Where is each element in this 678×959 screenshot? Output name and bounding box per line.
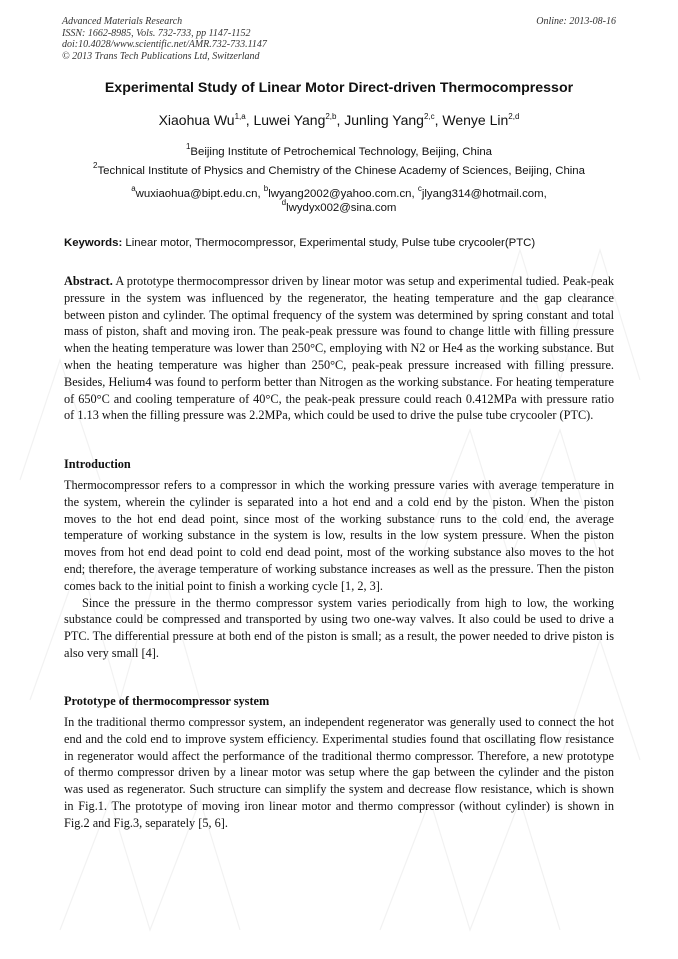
abstract-label: Abstract. [64, 274, 113, 288]
author-name: Junling Yang [344, 112, 424, 128]
email-link[interactable]: lwydyx002@sina.com [286, 202, 397, 214]
author-name: Luwei Yang [253, 112, 326, 128]
introduction-heading: Introduction [64, 457, 131, 471]
author-sup: 2,d [508, 112, 520, 121]
paragraph: In the traditional thermo compressor system, an independent regenerator was generally used to connect the hot end and the cold end to improve system efficiency. Experimental studies found that oscillating flow resistance in regenerator would affect the performance of the traditional thermo compressor. Therefore, a new prototype of thermo compressor driven by a linear motor was setup where the gap between the cylinder and the piston was used as regenerator. Such structure can simplify the system and decrease flow resistance, which is shown in Fig.1. The prototype of moving iron linear motor and thermo compressor (without cylinder) is shown in Fig.2 and Fig.3, separately [5, 6]. [64, 715, 614, 830]
copyright-line: © 2013 Trans Tech Publications Ltd, Switzerland [62, 50, 260, 62]
issn-line: ISSN: 1662-8985, Vols. 732-733, pp 1147-1152 [62, 27, 251, 39]
introduction-body [64, 477, 614, 662]
author-list: Xiaohua Wu$^{1,a}$, Luwei Yang$^{2,b}$, Junling Yang$^{2,c}$, Wenye Lin$^{2,d}$ [158, 112, 520, 128]
paragraph: Since the pressure in the thermo compressor system varies periodically from high to low, the working substance could be compressed and transported by using two one-way valves. It also could be used to drive a PTC. The differential pressure at both end of the piston is small; as a result, the power needed to drive piston is also very small [4]. [64, 595, 614, 660]
affiliation-text: Technical Institute of Physics and Chemistry of the Chinese Academy of Sciences, Beijing, China [97, 165, 585, 177]
prototype-body [64, 714, 614, 832]
author-sup: 2,b [325, 112, 337, 121]
doi-line: doi:10.4028/www.scientific.net/AMR.732-733.1147 [62, 39, 267, 51]
affiliation-sup: 2 [93, 161, 98, 170]
affiliation-2 [40, 161, 638, 177]
paragraph: Thermocompressor refers to a compressor in which the working pressure varies with average temperature in the system, wherein the cylinder is separated into a hot end and a cold end by the piston. When the piston moves to the hot end dead point, since most of the working substance runs to the cold end, the average temperature of working substance in the system is low, results in the low system pressure. When the piston moves from hot end dead point to cold end dead point, most of the working substance also moves to the hot end; therefore, the average temperature of working substance increases as well as the pressure. Then the piston comes back to the initial point to finish a working cycle [1, 2, 3]. [64, 478, 614, 593]
email-link[interactable]: lwyang2002@yahoo.com.cn [268, 188, 412, 200]
abstract-text: A prototype thermocompressor driven by linear motor was setup and experimental tudied. Peak-peak pressure in the system was influenced by the regenerator, the heating temperature and the gap clearance between piston and cylinder. The optimal frequency of the system was determined by spring constant and total mass of piston, shaft and moving iron. The peak-peak pressure was found to change little with filling pressure when the heating temperature was lower than 250°C, employing with N2 or He4 as the working substance. But when the heating temperature was higher than 250°C, peak-peak pressure increased with filling pressure. Besides, Helium4 was found to perform better than Nitrogen as the working substance. For heating temperature of 650°C and cooling temperature of 40°C, the peak-peak pressure could reach 0.412MPa with pressure ratio of 1.13 when the filling pressure was 2.2MPa, which could be used to drive the pulse tube crycooler (PTC). [64, 274, 614, 423]
keywords-text: Linear motor, Thermocompressor, Experimental study, Pulse tube crycooler(PTC) [125, 237, 536, 249]
abstract [64, 273, 614, 424]
keywords [64, 237, 624, 249]
email-sup: a [131, 184, 136, 193]
email-sup: c [417, 184, 422, 193]
online-date: Online: 2013-08-16 [536, 16, 616, 27]
keywords-label: Keywords: [64, 237, 123, 249]
author-name: Wenye Lin [442, 112, 509, 128]
email-link[interactable]: wuxiaohua@bipt.edu.cn [135, 188, 258, 200]
affiliation-text: Beijing Institute of Petrochemical Technology, Beijing, China [190, 146, 493, 158]
journal-header [62, 16, 267, 62]
paper-title: Experimental Study of Linear Motor Direct-driven Thermocompressor [104, 80, 574, 96]
journal-name: Advanced Materials Research [62, 16, 183, 27]
email-list: $^a$wuxiaohua@bipt.edu.cn, $^b$lwyang2002@yahoo.com.cn, $^c$jlyang314@hotmail.com, $^d$lwydyx002@sina.com [131, 184, 547, 214]
email-sup: b [263, 184, 269, 193]
affiliation-1 [40, 142, 638, 158]
affiliation-sup: 1 [185, 142, 191, 151]
email-link[interactable]: jlyang314@hotmail.com [421, 188, 544, 200]
email-sup: d [281, 198, 287, 207]
author-sup: 2,c [423, 112, 435, 121]
author-name: Xiaohua Wu [158, 112, 235, 128]
author-sup: 1,a [234, 112, 246, 121]
prototype-heading: Prototype of thermocompressor system [64, 694, 270, 708]
